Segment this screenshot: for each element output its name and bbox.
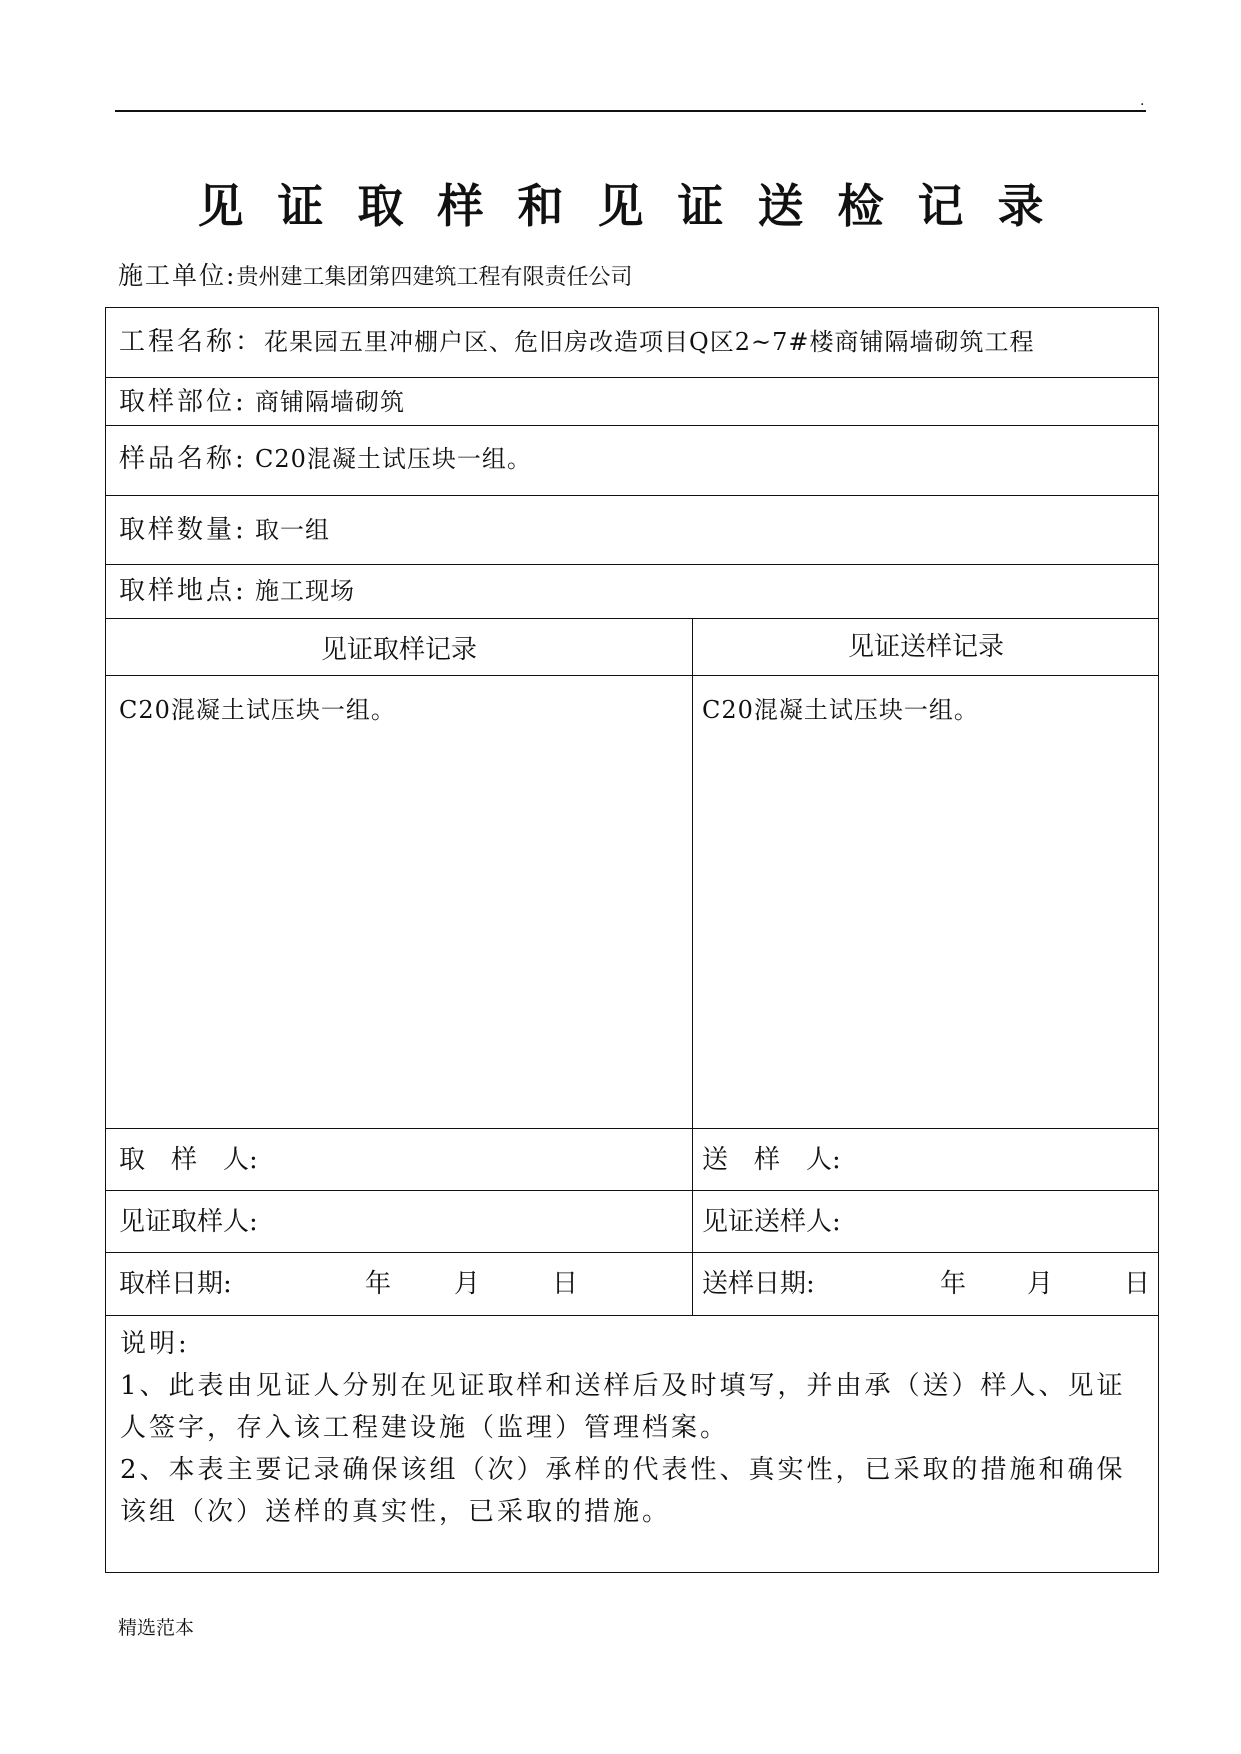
row-divider — [106, 377, 1158, 378]
sending-date-label: 送样日期: — [702, 1269, 815, 1299]
sample-quantity-label: 取样数量: — [119, 515, 247, 545]
row-divider — [106, 564, 1158, 565]
column-divider — [692, 618, 693, 1315]
witness-sampling-content — [119, 692, 396, 728]
construction-unit — [118, 258, 632, 296]
notes-item-2: 2、本表主要记录确保该组（次）承样的代表性、真实性，已采取的措施和确保该组（次）送样的真实性，已采取的措施。 — [120, 1455, 1126, 1527]
row-divider — [106, 1190, 1158, 1191]
sampling-site-row — [119, 573, 355, 609]
sample-name-value: C20混凝土试压块一组。 — [255, 445, 532, 473]
sampling-site-value: 施工现场 — [255, 577, 356, 605]
sample-quantity-value: 取一组 — [255, 516, 331, 544]
sample-quantity-row — [119, 512, 330, 548]
sending-date-month: 月 — [1027, 1269, 1054, 1299]
footer-text: 精选范本 — [118, 1617, 195, 1639]
sampling-date-day: 日 — [552, 1269, 579, 1299]
row-divider — [106, 1315, 1158, 1316]
row-divider — [106, 675, 1158, 676]
sampling-part-label: 取样部位: — [119, 387, 247, 417]
witness-sampling-text: C20混凝土试压块一组。 — [119, 696, 396, 724]
witness-sending-content — [702, 692, 979, 728]
sending-date-year: 年 — [940, 1269, 967, 1299]
sampling-date-label: 取样日期: — [119, 1269, 232, 1299]
sample-name-label: 样品名称: — [119, 444, 247, 474]
sampling-site-label: 取样地点: — [119, 576, 247, 606]
header-rule — [115, 110, 1146, 112]
sampling-part-row — [119, 384, 405, 420]
sampling-date-month: 月 — [454, 1269, 481, 1299]
sampler-label: 取 样 人: — [119, 1145, 258, 1175]
witness-sender-label: 见证送样人: — [702, 1207, 841, 1237]
notes-heading: 说明: — [120, 1329, 190, 1359]
witness-sampling-header: 见证取样记录 — [320, 635, 477, 665]
row-divider — [106, 1128, 1158, 1129]
project-name-value: 花果园五里冲棚户区、危旧房改造项目Q区2~7#楼商铺隔墙砌筑工程 — [264, 328, 1035, 356]
construction-unit-label: 施工单位: — [118, 261, 237, 290]
notes-item-1: 1、此表由见证人分别在见证取样和送样后及时填写，并由承（送）样人、见证人签字，存入该工程建设施（监理）管理档案。 — [120, 1371, 1126, 1443]
header-dot: . — [1140, 93, 1145, 109]
sender-label: 送 样 人: — [702, 1145, 841, 1175]
record-form — [105, 307, 1159, 1573]
sample-name-row — [119, 441, 532, 477]
row-divider — [106, 495, 1158, 496]
row-divider — [106, 425, 1158, 426]
witness-sending-text: C20混凝土试压块一组。 — [702, 696, 979, 724]
row-divider — [106, 618, 1158, 619]
document-title: 见证取样和见证送检记录 — [197, 179, 1078, 233]
project-name-label: 工程名称： — [119, 327, 265, 357]
notes-section — [120, 1323, 1144, 1533]
sampling-part-value: 商铺隔墙砌筑 — [255, 388, 406, 416]
construction-unit-value: 贵州建工集团第四建筑工程有限责任公司 — [236, 265, 633, 290]
witness-sending-header: 见证送样记录 — [847, 632, 1004, 662]
witness-sampler-label: 见证取样人: — [119, 1207, 258, 1237]
sampling-date-year: 年 — [365, 1269, 392, 1299]
project-name-row — [119, 324, 1034, 360]
sending-date-day: 日 — [1124, 1269, 1151, 1299]
row-divider — [106, 1252, 1158, 1253]
